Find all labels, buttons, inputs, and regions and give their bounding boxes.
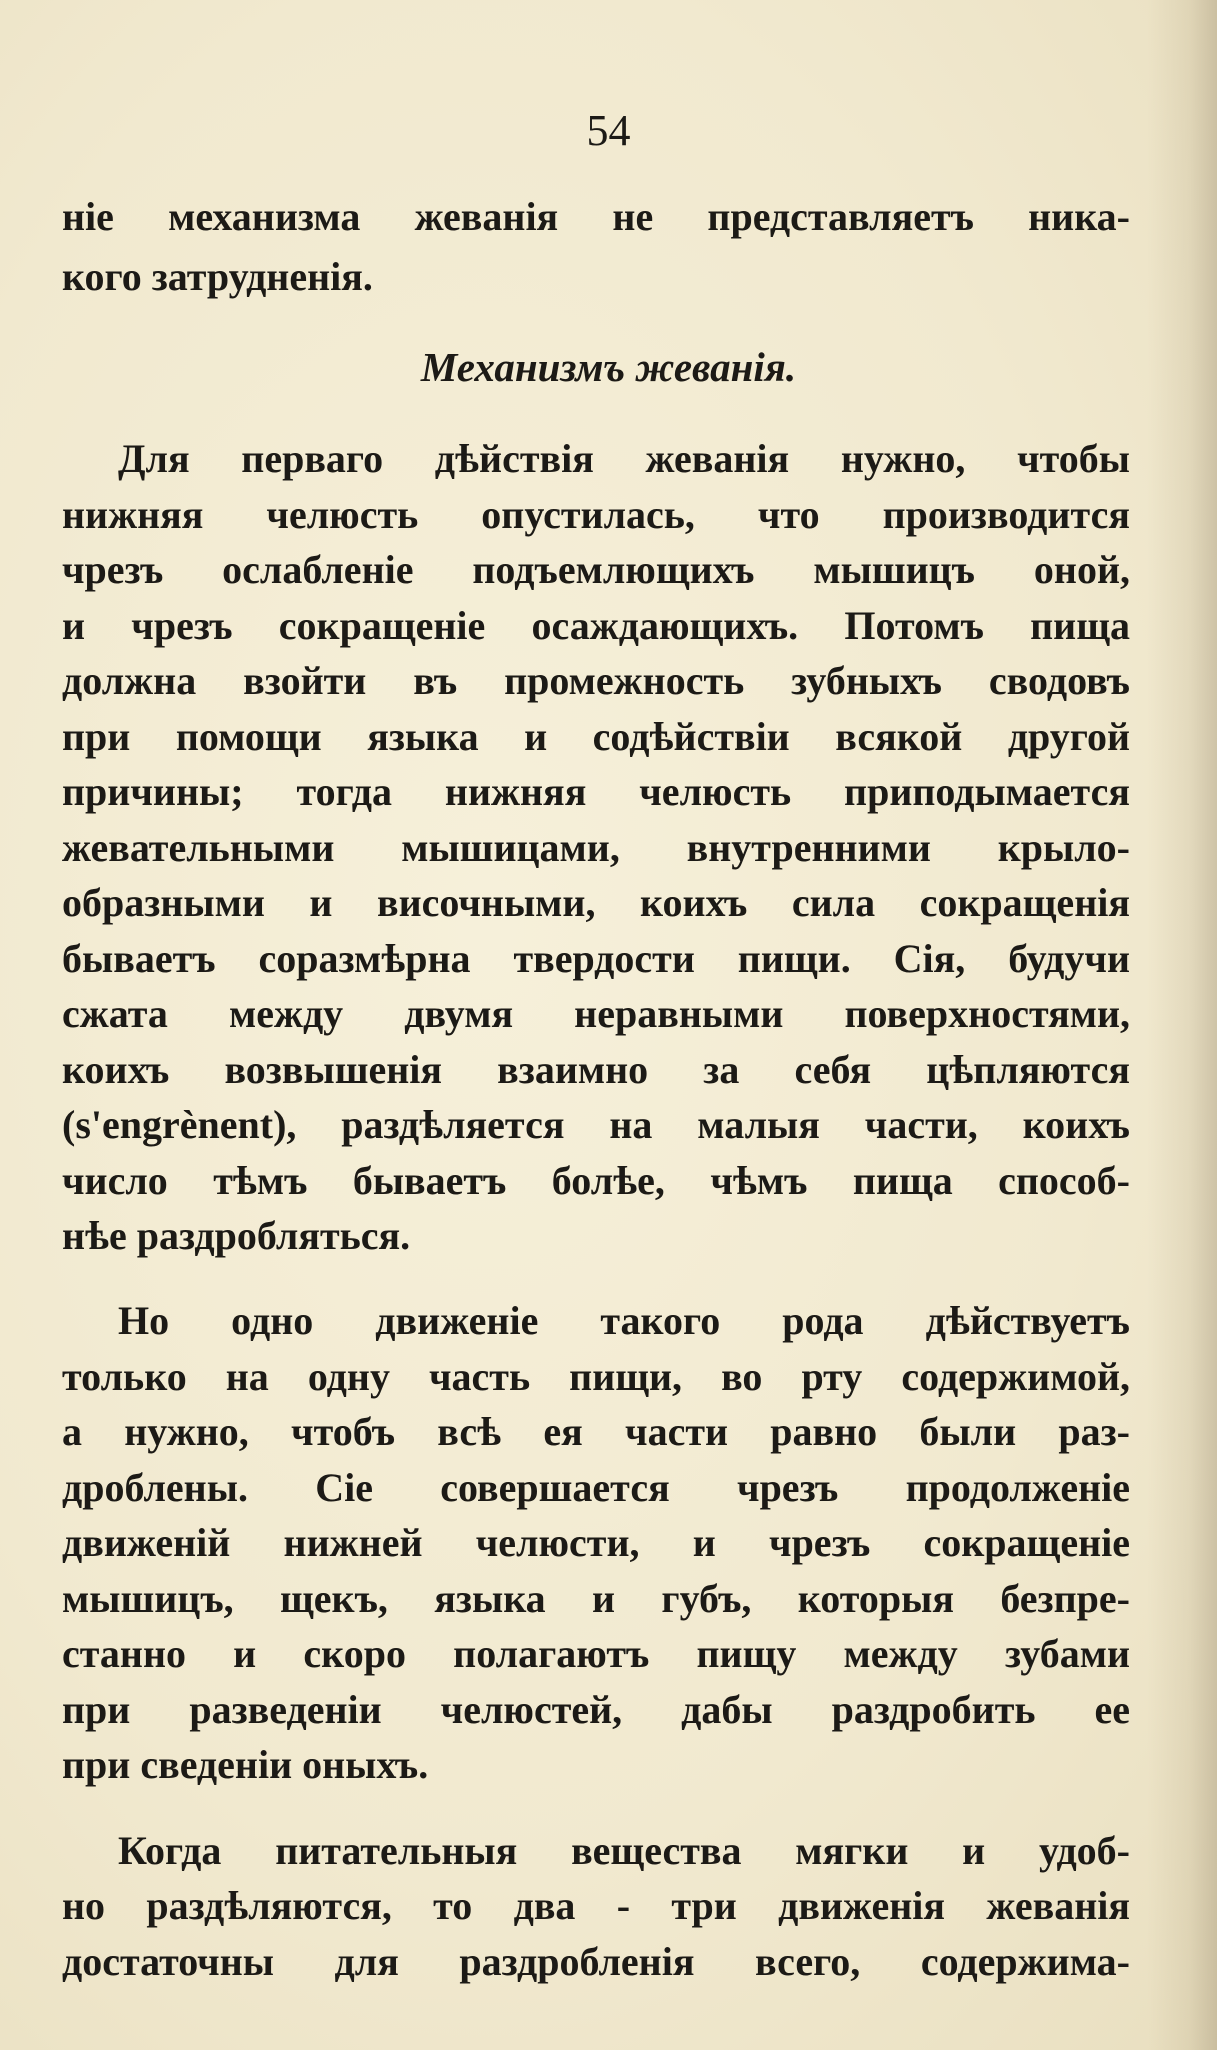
page-binding-shadow — [1147, 0, 1217, 2050]
text-line: чрезъ ослабленіе подъемлющихъ мышицъ оной, — [62, 547, 1130, 592]
text-line: только на одну часть пищи, во рту содержимой, — [62, 1354, 1130, 1399]
text-line: а нужно, чтобъ всѣ ея части равно были раз- — [62, 1409, 1130, 1454]
text-line: дроблены. Сіе совершается чрезъ продолженіе — [62, 1465, 1130, 1510]
text-line: при сведеніи оныхъ. — [62, 1742, 429, 1787]
text-line: Когда питательныя вещества мягки и удоб- — [118, 1828, 1130, 1873]
text-line: движеній нижней челюсти, и чрезъ сокращеніе — [62, 1520, 1130, 1565]
text-line: нѣе раздробляться. — [62, 1213, 411, 1258]
text-line: число тѣмъ бываетъ болѣе, чѣмъ пища способ- — [62, 1158, 1130, 1203]
text-line: причины; тогда нижняя челюсть приподымается — [62, 769, 1130, 814]
text-line: но раздѣляются, то два - три движенія жеванія — [62, 1883, 1130, 1928]
text-line: при помощи языка и содѣйствіи всякой другой — [62, 714, 1130, 759]
text-line: достаточны для раздробленія всего, содержима- — [62, 1939, 1130, 1984]
text-line: при разведеніи челюстей, дабы раздробить ее — [62, 1687, 1130, 1732]
text-line: кого затрудненія. — [62, 254, 373, 299]
text-line: коихъ возвышенія взаимно за себя цѣпляются — [62, 1047, 1130, 1092]
text-line: сжата между двумя неравными поверхностями, — [62, 991, 1130, 1036]
text-line: жевательными мышицами, внутренними крыло- — [62, 825, 1130, 870]
text-line: должна взойти въ промежность зубныхъ сводовъ — [62, 658, 1130, 703]
page-number: 54 — [586, 106, 631, 155]
text-line: станно и скоро полагаютъ пищу между зубами — [62, 1631, 1130, 1676]
text-line: и чрезъ сокращеніе осаждающихъ. Потомъ пища — [62, 603, 1130, 648]
text-line: нижняя челюсть опустилась, что производится — [62, 492, 1130, 537]
text-line: Для перваго дѣйствія жеванія нужно, чтобы — [118, 436, 1130, 481]
text-line: (s'engrènent), раздѣляется на малыя части, коихъ — [62, 1102, 1130, 1147]
text-line: ніе механизма жеванія не представляетъ ника- — [62, 194, 1130, 239]
text-line: мышицъ, щекъ, языка и губъ, которыя безпре- — [62, 1576, 1130, 1621]
text-line: Но одно движеніе такого рода дѣйствуетъ — [118, 1298, 1130, 1343]
text-line: образными и височными, коихъ сила сокращенія — [62, 880, 1130, 925]
section-heading: Механизмъ жеванія. — [420, 344, 797, 390]
text-line: бываетъ соразмѣрна твердости пищи. Сія, будучи — [62, 936, 1130, 981]
